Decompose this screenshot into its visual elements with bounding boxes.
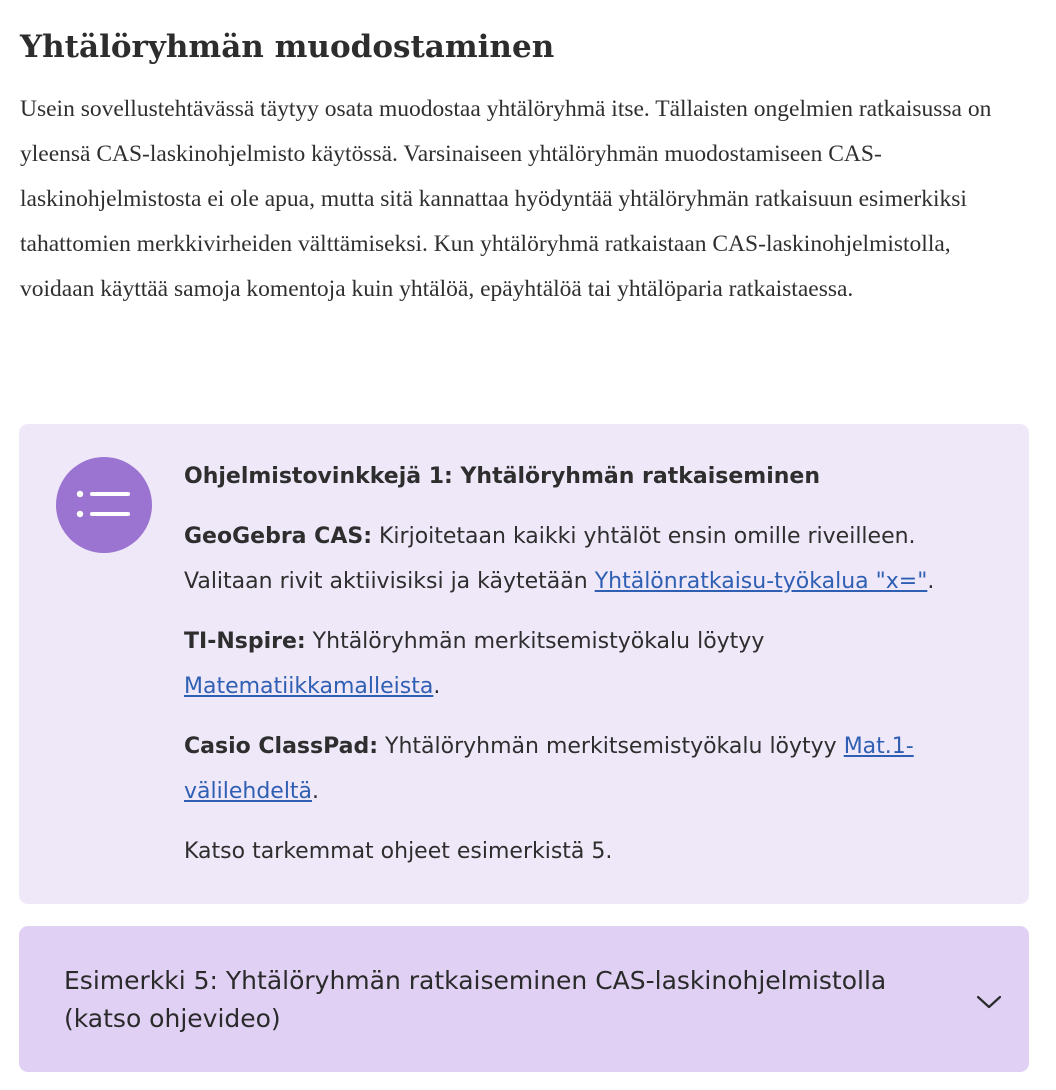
tip-casio-text: Yhtälöryhmän merkitsemistyökalu löytyy: [378, 734, 844, 759]
tip-casio-period: .: [312, 779, 320, 804]
tip-geogebra-period: .: [927, 569, 935, 594]
chevron-down-icon: [976, 994, 1002, 1010]
tip-geogebra: [184, 514, 984, 604]
section-title: Yhtälöryhmän muodostaminen: [20, 29, 555, 65]
tip-tinspire-text: Yhtälöryhmän merkitsemistyökalu löytyy: [305, 629, 765, 654]
intro-paragraph: Usein sovellustehtävässä täytyy osata muodostaa yhtälöryhmä itse. Tällaisten ongelmien ratkaisussa on yleensä CAS-laskinohjelmisto käytössä. Varsinaiseen yhtälöryhmän muodostamiseen CAS-laskinohjelmistosta ei ole apua, mutta sitä kannattaa hyödyntää yhtälöryhmän ratkaisuun esimerkiksi tahattomien merkkivirheiden välttämiseksi. Kun yhtälöryhmä ratkaistaan CAS-laskinohjelmistolla, voidaan käyttää samoja komentoja kuin yhtälöä, epäyhtälöä tai yhtälöparia ratkaistaessa.: [20, 96, 992, 302]
geogebra-solve-tool-link[interactable]: Yhtälönratkaisu-työkalua "x=": [594, 569, 928, 594]
example-5-title: Esimerkki 5: Yhtälöryhmän ratkaiseminen CAS-laskinohjelmistolla (katso ohjevideo): [64, 966, 887, 1033]
tip-title: Ohjelmistovinkkejä 1: Yhtälöryhmän ratkaiseminen: [184, 464, 821, 489]
casio-math1-tab-link[interactable]: Mat.1-välilehdeltä: [184, 734, 914, 804]
tip-geogebra-label: GeoGebra CAS:: [184, 524, 372, 549]
tip-geogebra-text: Kirjoitetaan kaikki yhtälöt ensin omille riveilleen. Valitaan rivit aktiivisiksi ja käytetään: [184, 524, 916, 594]
tip-footer: Katso tarkemmat ohjeet esimerkistä 5.: [184, 839, 613, 864]
tip-tinspire-period: .: [433, 674, 441, 699]
tip-casio-label: Casio ClassPad:: [184, 734, 379, 759]
tip-casio: [184, 724, 984, 814]
tinspire-math-templates-link[interactable]: Matematiikkamalleista: [184, 674, 434, 699]
tip-tinspire-label: TI-Nspire:: [184, 629, 306, 654]
tip-content: [184, 454, 984, 889]
list-icon: [56, 457, 152, 553]
software-tip-box: [19, 424, 1029, 904]
example-5-accordion[interactable]: [19, 926, 1029, 1072]
tip-tinspire: [184, 619, 984, 709]
